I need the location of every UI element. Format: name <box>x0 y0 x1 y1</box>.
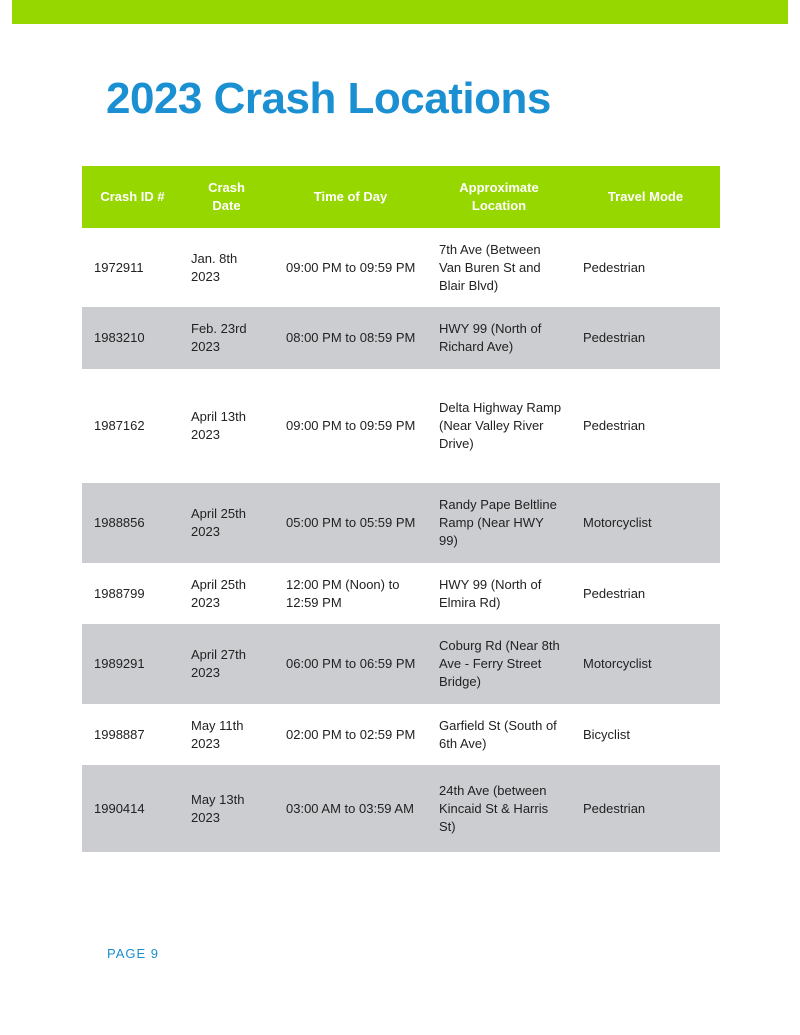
cell-location: 7th Ave (Between Van Buren St and Blair Blvd) <box>439 241 541 293</box>
cell-travel-mode: Pedestrian <box>583 330 646 345</box>
table-row <box>82 307 720 369</box>
cell-crash-id: 1998887 <box>94 726 145 742</box>
cell-crash-date: May 13th 2023 <box>191 791 245 825</box>
cell-travel-mode: Pedestrian <box>583 418 646 433</box>
cell-time-of-day: 06:00 PM to 06:59 PM <box>286 656 416 671</box>
cell-crash-id: 1988856 <box>94 515 145 530</box>
cell-crash-id: 1972911 <box>94 259 144 275</box>
table-row <box>82 765 720 852</box>
header-crash-date: Crash Date <box>208 180 245 213</box>
cell-crash-id: 1987162 <box>94 418 145 433</box>
table-row <box>82 483 720 563</box>
crash-table <box>82 166 720 852</box>
cell-crash-date: April 25th 2023 <box>191 576 246 610</box>
cell-crash-id: 1990414 <box>94 800 145 816</box>
cell-crash-date: May 11th 2023 <box>191 717 244 751</box>
cell-crash-date: Jan. 8th 2023 <box>191 250 238 284</box>
table-row <box>82 228 720 307</box>
cell-location: 24th Ave (between Kincaid St & Harris St) <box>439 782 549 834</box>
cell-time-of-day: 05:00 PM to 05:59 PM <box>286 515 416 530</box>
cell-location: Delta Highway Ramp (Near Valley River Drive) <box>439 400 562 451</box>
cell-travel-mode: Motorcyclist <box>583 656 652 671</box>
cell-crash-date: April 25th 2023 <box>191 506 246 539</box>
cell-crash-id: 1983210 <box>94 330 145 345</box>
cell-time-of-day: 09:00 PM to 09:59 PM <box>286 259 416 275</box>
cell-crash-id: 1989291 <box>94 656 145 671</box>
cell-crash-id: 1988799 <box>94 585 145 601</box>
cell-time-of-day: 09:00 PM to 09:59 PM <box>286 418 416 433</box>
page-title: 2023 Crash Locations <box>106 74 551 123</box>
cell-travel-mode: Bicyclist <box>583 726 630 742</box>
cell-location: Coburg Rd (Near 8th Ave - Ferry Street Bridge) <box>439 638 560 689</box>
cell-time-of-day: 02:00 PM to 02:59 PM <box>286 726 416 742</box>
top-accent-bar <box>12 0 788 24</box>
cell-location: HWY 99 (North of Elmira Rd) <box>439 576 542 610</box>
table-header-row <box>82 166 720 228</box>
cell-travel-mode: Pedestrian <box>583 800 646 816</box>
header-time-of-day: Time of Day <box>313 189 388 204</box>
table-row <box>82 704 720 765</box>
page-number: PAGE 9 <box>107 946 160 961</box>
cell-crash-date: Feb. 23rd 2023 <box>191 321 247 354</box>
cell-crash-date: April 13th 2023 <box>191 409 246 442</box>
header-travel-mode: Travel Mode <box>607 189 684 204</box>
cell-time-of-day: 08:00 PM to 08:59 PM <box>286 330 416 345</box>
cell-time-of-day: 03:00 AM to 03:59 AM <box>286 800 414 816</box>
cell-location: HWY 99 (North of Richard Ave) <box>439 321 542 354</box>
cell-crash-date: April 27th 2023 <box>191 647 246 680</box>
cell-time-of-day: 12:00 PM (Noon) to 12:59 PM <box>286 576 400 610</box>
cell-location: Randy Pape Beltline Ramp (Near HWY 99) <box>439 497 557 548</box>
table-row <box>82 369 720 483</box>
header-location: Approximate Location <box>459 180 539 213</box>
cell-travel-mode: Pedestrian <box>583 585 646 601</box>
cell-location: Garfield St (South of 6th Ave) <box>439 717 557 751</box>
table-row <box>82 624 720 704</box>
cell-travel-mode: Motorcyclist <box>583 515 652 530</box>
cell-travel-mode: Pedestrian <box>583 259 646 275</box>
table-row <box>82 563 720 624</box>
header-crash-id: Crash ID # <box>100 189 165 204</box>
